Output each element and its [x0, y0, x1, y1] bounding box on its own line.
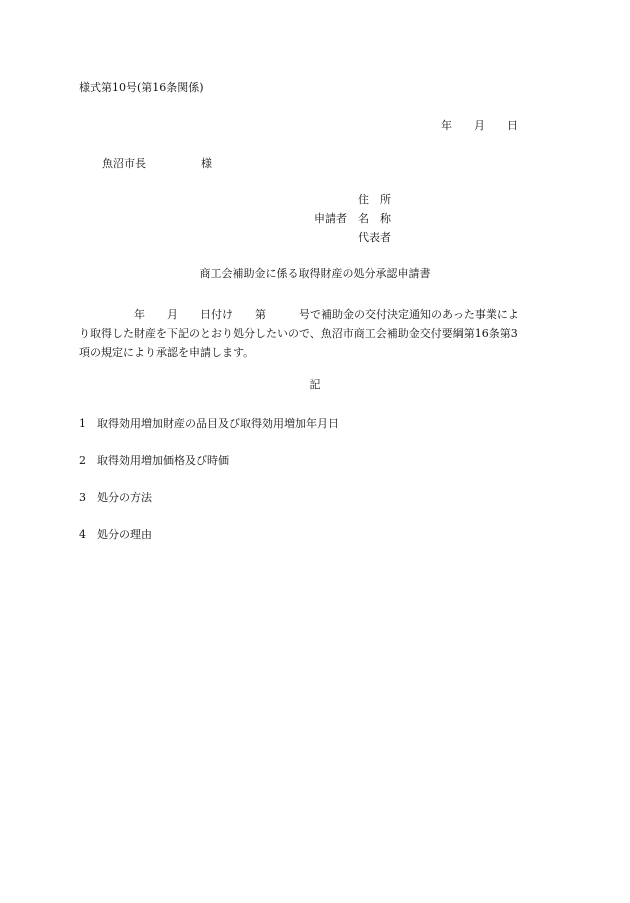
date-line: 年 月 日: [441, 119, 518, 132]
item-text: 取得効用増加価格及び時価: [97, 454, 229, 467]
list-item: [79, 492, 152, 503]
list-item: [79, 529, 152, 540]
item-number: 3: [79, 491, 86, 504]
applicant-field-name: 名 称: [358, 212, 391, 225]
applicant-block: [314, 194, 418, 251]
applicant-role-spacer: [314, 194, 358, 213]
addressee: 魚沼市長 様: [102, 157, 212, 170]
document-title: 商工会補助金に係る取得財産の処分承認申請書: [199, 267, 431, 280]
item-number: 1: [79, 417, 86, 430]
body-paragraph: [79, 305, 551, 362]
item-number: 4: [79, 528, 86, 541]
item-text: 処分の方法: [97, 491, 152, 504]
applicant-field-address: 住 所: [358, 193, 391, 206]
body-line: り取得した財産を下記のとおり処分したいので、魚沼市商工会補助金交付要綱第16条第3: [79, 327, 518, 340]
body-line: 年 月 日付け 第 号で補助金の交付決定通知のあった事業によ: [79, 308, 519, 321]
item-number: 2: [79, 454, 86, 467]
applicant-role-spacer: [314, 232, 358, 251]
applicant-row-address: [314, 194, 418, 213]
item-text: 処分の理由: [97, 528, 152, 541]
applicant-role-label: 申請者: [314, 212, 347, 225]
applicant-row-representative: [314, 232, 418, 251]
list-item: [79, 455, 229, 466]
form-number: 様式第10号(第16条関係): [79, 81, 204, 94]
applicant-row-name: [314, 213, 418, 232]
list-item: [79, 418, 339, 429]
ki-heading: 記: [309, 378, 321, 391]
applicant-field-representative: 代表者: [358, 231, 391, 244]
body-line: 項の規定により承認を申請します。: [79, 346, 255, 359]
item-text: 取得効用増加財産の品目及び取得効用増加年月日: [97, 417, 339, 430]
